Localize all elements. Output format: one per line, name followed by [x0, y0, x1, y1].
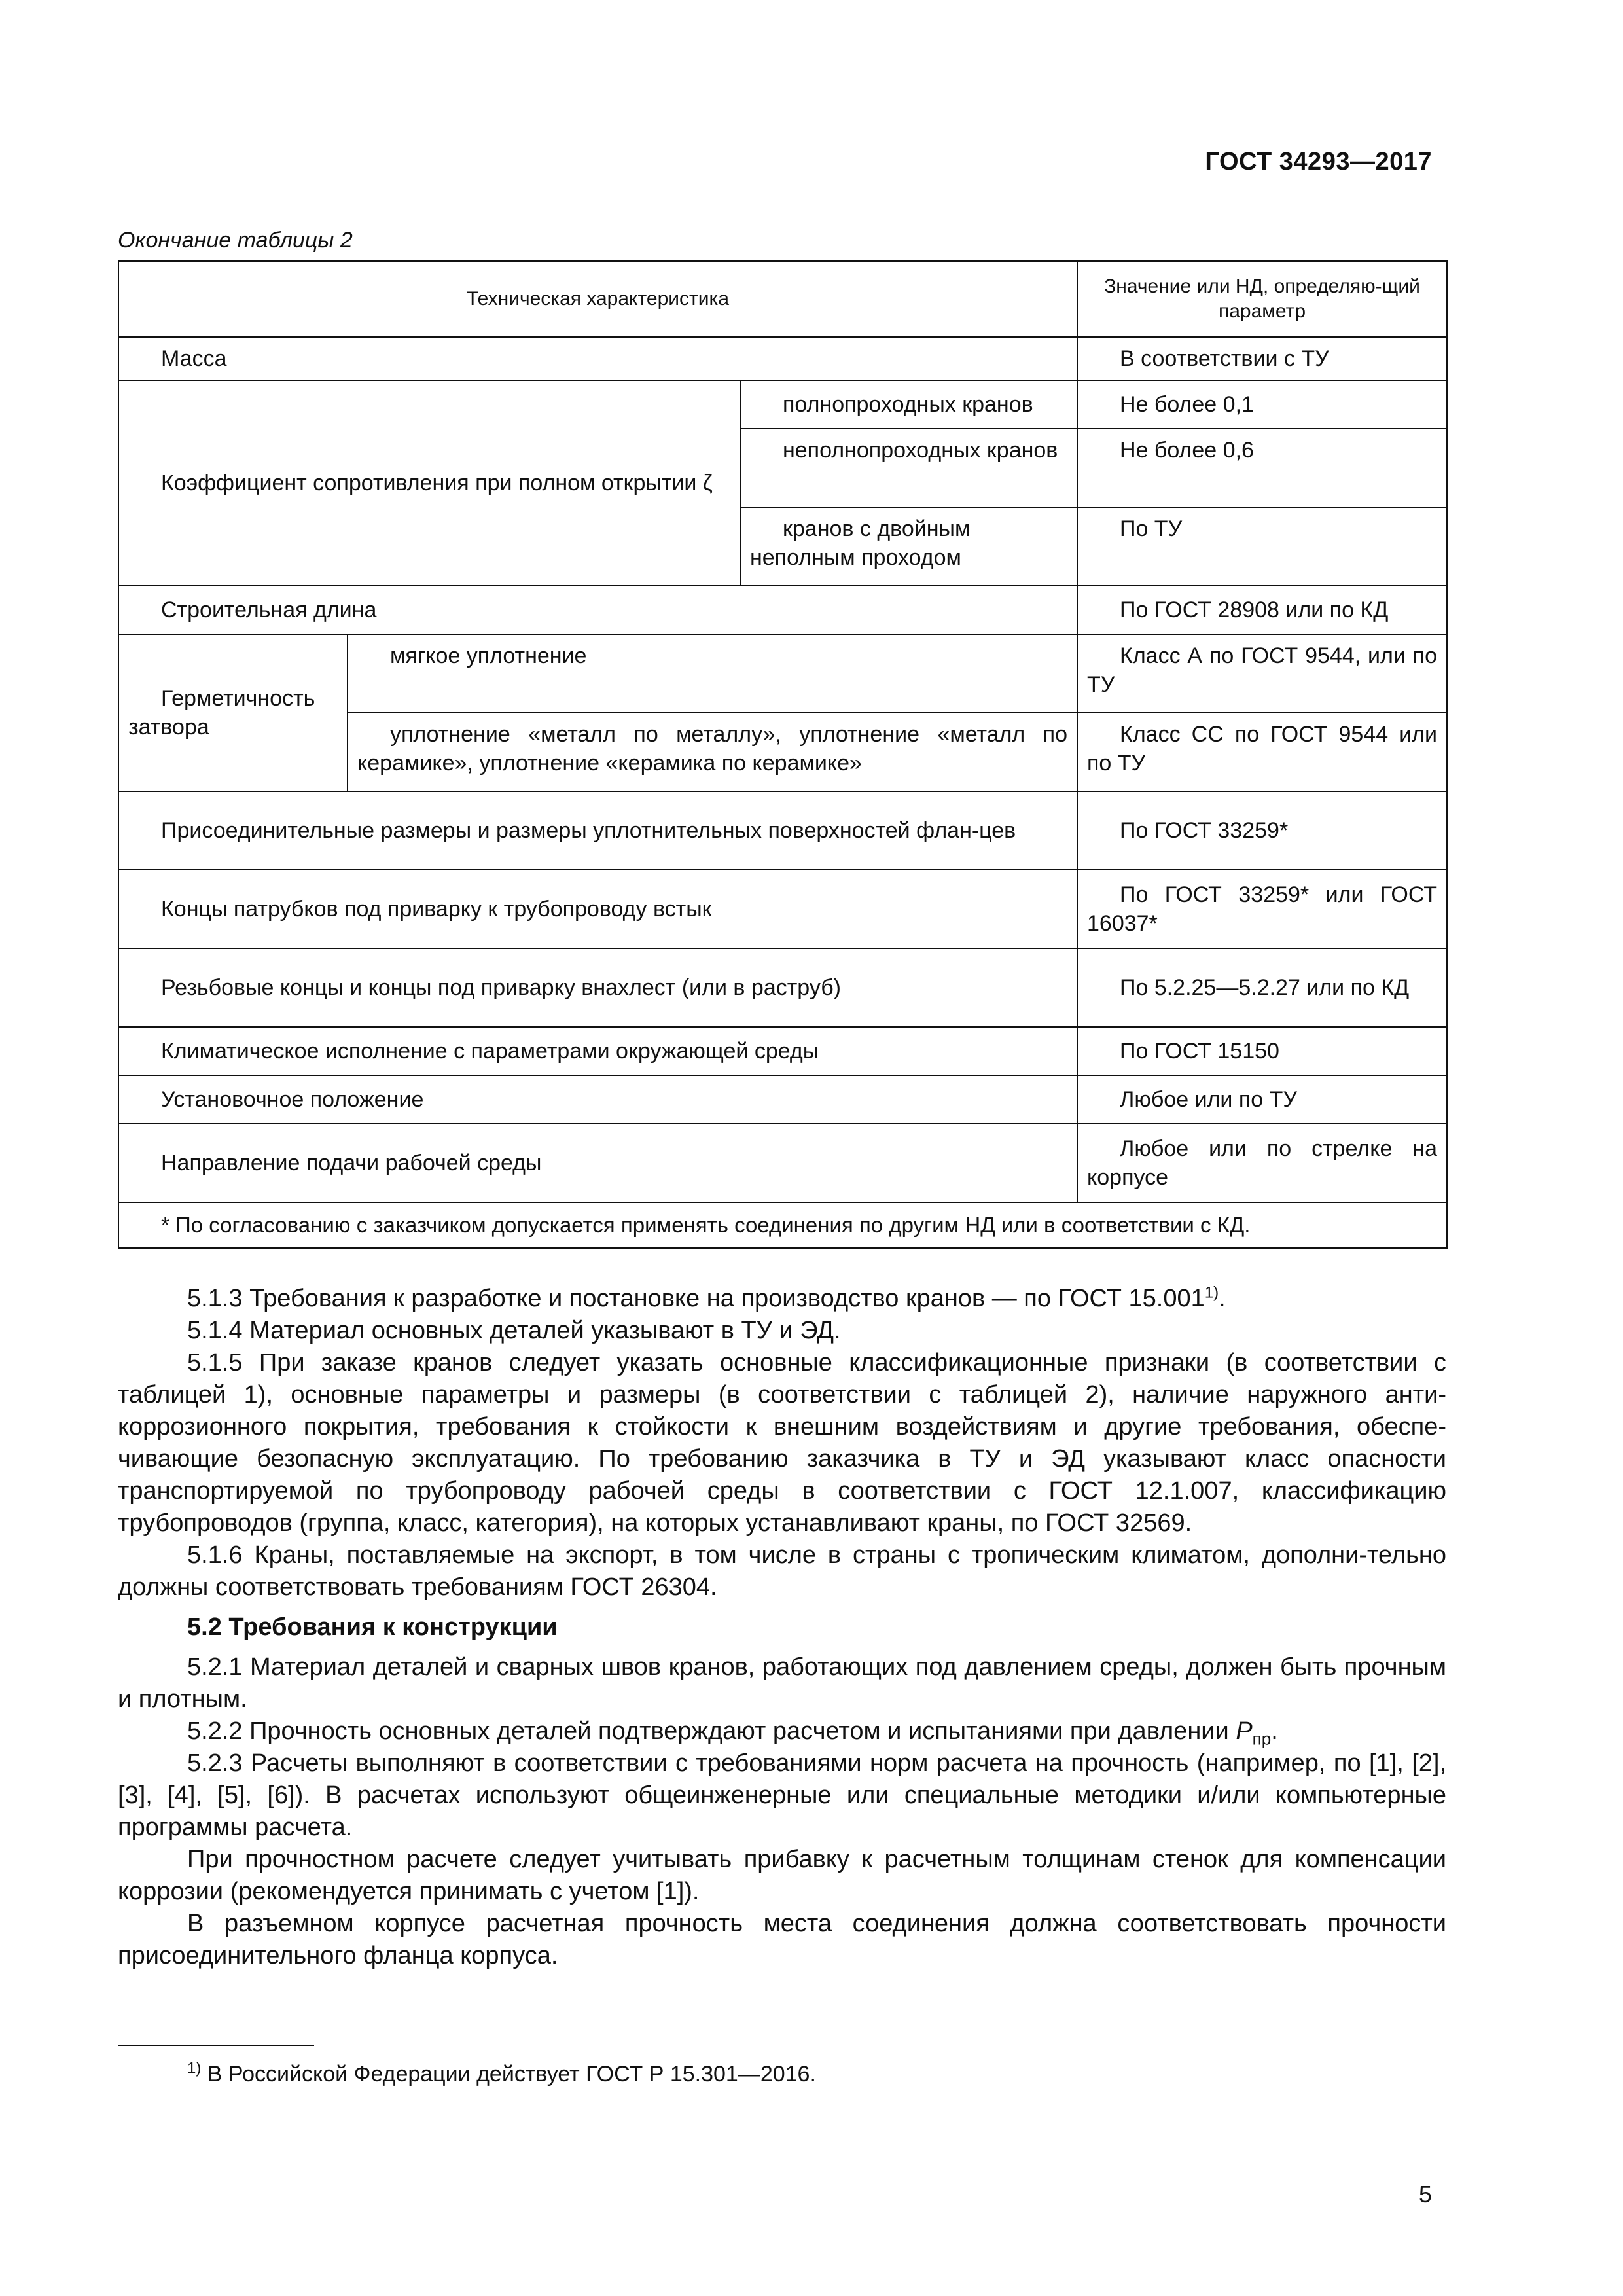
row-label-tightness: Герметичность затвора — [118, 634, 348, 791]
table-note: * По согласованию с заказчиком допускается применять соединения по другим НД или в соответствии с КД. — [118, 1202, 1447, 1248]
paragraph-corrosion: При прочностном расчете следует учитывать прибавку к расчетным толщинам стенок для компенсации коррозии (рекомендуется принимать с учетом [1]). — [118, 1846, 1446, 1905]
row-sub-reduced-bore: неполнопроходных кранов — [740, 429, 1077, 507]
footnote-divider — [118, 2045, 314, 2046]
table-row — [118, 870, 1447, 948]
row-value-butt-weld: По ГОСТ 33259* или ГОСТ 16037* — [1077, 870, 1447, 948]
section-heading-5-2: 5.2 Требования к конструкции — [187, 1613, 558, 1641]
document-code: ГОСТ 34293—2017 — [1205, 148, 1432, 175]
row-value-flange: По ГОСТ 33259* — [1077, 791, 1447, 870]
table-caption: Окончание таблицы 2 — [118, 228, 353, 253]
table-row — [118, 586, 1447, 634]
paragraph-5-2-1: 5.2.1 Материал деталей и сварных швов кранов, работающих под давлением среды, должен быть прочным и плотным. — [118, 1653, 1446, 1713]
body-text — [118, 1283, 1446, 1972]
row-sub-full-bore: полнопроходных кранов — [740, 380, 1077, 429]
paragraph-5-2-3: 5.2.3 Расчеты выполняют в соответствии с требованиями норм расчета на прочность (например, по [1], [2], [3], [4], [5], [6]). В расчетах используют общеинженерные или специальные методики и/или компьютерные программы расчета. — [118, 1749, 1446, 1841]
row-sub-double-reduced: кранов с двойным неполным проходом — [740, 507, 1077, 586]
footnote-text: В Российской Федерации действует ГОСТ Р 15.301—2016. — [201, 2062, 816, 2087]
paragraph-end: . — [1271, 1717, 1278, 1745]
row-value-mass: В соответствии с ТУ — [1077, 337, 1447, 380]
row-value-full-bore: Не более 0,1 — [1077, 380, 1447, 429]
footnote-ref: 1) — [1204, 1283, 1219, 1302]
paragraph-text: 5.1.3 Требования к разработке и постановке на производство кранов — по ГОСТ 15.001 — [187, 1285, 1205, 1312]
row-sub-soft-seal: мягкое уплотнение — [348, 634, 1077, 713]
row-value-soft-seal: Класс А по ГОСТ 9544, или по ТУ — [1077, 634, 1447, 713]
row-value-reduced-bore: Не более 0,6 — [1077, 429, 1447, 507]
row-value-threaded: По 5.2.25—5.2.27 или по КД — [1077, 948, 1447, 1027]
paragraph-5-1-6: 5.1.6 Краны, поставляемые на экспорт, в том числе в страны с тропическим климатом, дополни-тельно должны соответствовать требованиям ГОСТ 26304. — [118, 1541, 1446, 1601]
row-label-mass: Масса — [118, 337, 1077, 380]
row-value-metal-seal: Класс СС по ГОСТ 9544 или по ТУ — [1077, 713, 1447, 791]
paragraph-5-1-3 — [118, 1283, 1446, 1315]
row-value-position: Любое или по ТУ — [1077, 1075, 1447, 1124]
row-label-threaded: Резьбовые концы и концы под приварку внахлест (или в раструб) — [118, 948, 1077, 1027]
table-row — [118, 948, 1447, 1027]
table-row — [118, 1027, 1447, 1075]
paragraph-split-body: В разъемном корпусе расчетная прочность места соединения должна соответствовать прочности присоединительного фланца корпуса. — [118, 1910, 1446, 1969]
table-row — [118, 380, 1447, 429]
footnote — [187, 2059, 816, 2087]
row-label-position: Установочное положение — [118, 1075, 1077, 1124]
table-note-row — [118, 1202, 1447, 1248]
row-value-length: По ГОСТ 28908 или по КД — [1077, 586, 1447, 634]
table-row — [118, 1124, 1447, 1202]
pressure-subscript: пр — [1252, 1729, 1272, 1749]
paragraph-text: 5.2.2 Прочность основных деталей подтверждают расчетом и испытаниями при давлении — [187, 1717, 1236, 1745]
header-col-value: Значение или НД, определяю-щий параметр — [1077, 261, 1447, 337]
row-sub-metal-seal: уплотнение «металл по металлу», уплотнение «металл по керамике», уплотнение «керамика по керамике» — [348, 713, 1077, 791]
header-col-characteristic: Техническая характеристика — [118, 261, 1077, 337]
table-row — [118, 634, 1447, 713]
spec-table — [118, 260, 1448, 1249]
paragraph-end: . — [1219, 1285, 1226, 1312]
footnote-mark: 1) — [187, 2059, 202, 2077]
table-row — [118, 1075, 1447, 1124]
table-header-row — [118, 261, 1447, 337]
paragraph-5-1-4: 5.1.4 Материал основных деталей указывают в ТУ и ЭД. — [187, 1317, 841, 1344]
table-row — [118, 791, 1447, 870]
row-label-flow-direction: Направление подачи рабочей среды — [118, 1124, 1077, 1202]
page-number: 5 — [1418, 2181, 1432, 2208]
row-value-flow-direction: Любое или по стрелке на корпусе — [1077, 1124, 1447, 1202]
row-value-double-reduced: По ТУ — [1077, 507, 1447, 586]
table-row — [118, 337, 1447, 380]
paragraph-5-1-5: 5.1.5 При заказе кранов следует указать основные классификационные признаки (в соответствии с таблицей 1), основные параметры и размеры (в соответствии с таблицей 2), наличие наружного анти-коррозионного покрытия, требования к стойкости к внешним воздействиям и другие требования, обеспе-чивающие безопасную эксплуатацию. По требованию заказчика в ТУ и ЭД указывают класс опасности транспортируемой по трубопроводу рабочей среды в соответствии с ГОСТ 12.1.007, классификацию трубопроводов (группа, класс, категория), на которых устанавливают краны, по ГОСТ 32569. — [118, 1349, 1446, 1537]
row-value-climate: По ГОСТ 15150 — [1077, 1027, 1447, 1075]
row-label-climate: Климатическое исполнение с параметрами окружающей среды — [118, 1027, 1077, 1075]
row-label-resistance: Коэффициент сопротивления при полном открытии ζ — [118, 380, 740, 586]
row-label-butt-weld: Концы патрубков под приварку к трубопроводу встык — [118, 870, 1077, 948]
row-label-flange: Присоединительные размеры и размеры уплотнительных поверхностей флан-цев — [118, 791, 1077, 870]
row-label-length: Строительная длина — [118, 586, 1077, 634]
paragraph-5-2-2 — [118, 1715, 1446, 1748]
pressure-symbol: P — [1236, 1717, 1253, 1745]
